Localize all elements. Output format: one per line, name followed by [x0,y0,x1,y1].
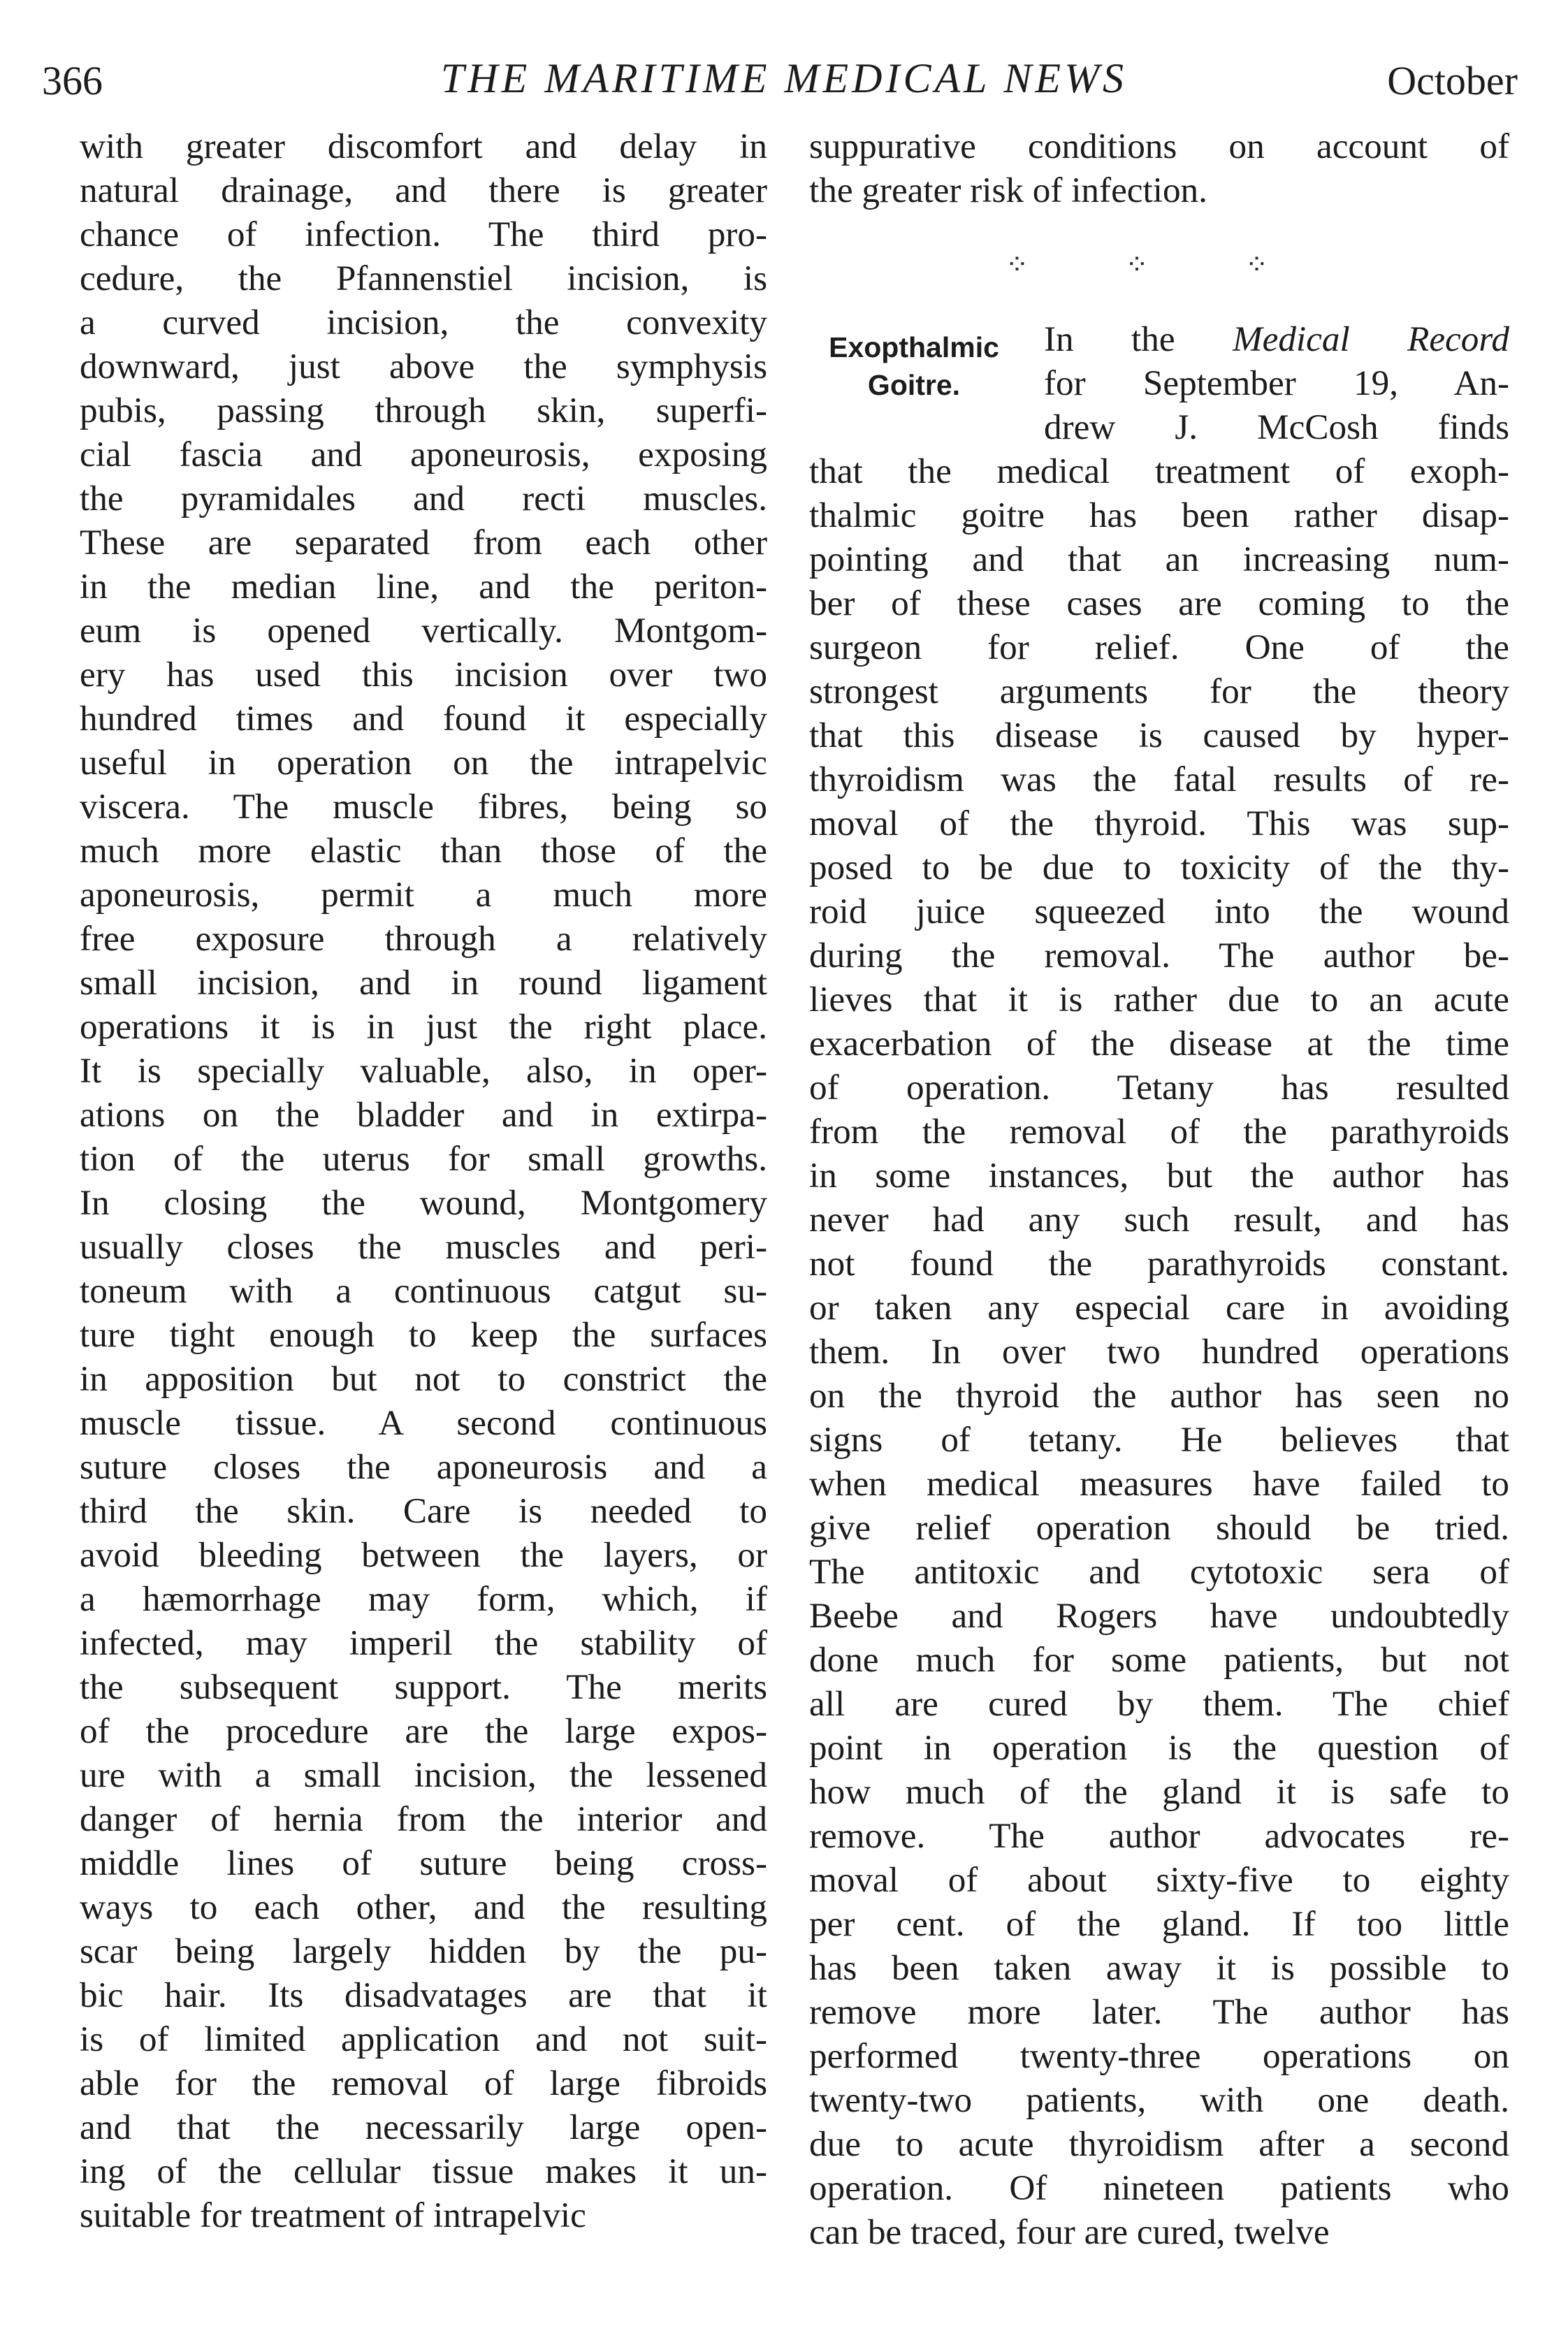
text-line: signs of tetany. He believes that [809,1420,1509,1460]
text-segment: for September 19, An- [1044,363,1509,403]
text-line: of the procedure are the large expos- [80,1711,767,1751]
text-line: per cent. of the gland. If too little [809,1904,1509,1944]
text-line: aponeurosis, permit a much more [80,875,767,915]
text-line: performed twenty-three operations on [809,2036,1509,2076]
text-line [1044,405,1509,449]
text-segment: In the [1044,319,1233,359]
page-header [0,48,1568,110]
text-line: not found the parathyroids constant. [809,1244,1509,1284]
issue-month: October [1387,58,1518,103]
text-line: when medical measures have failed to [809,1464,1509,1504]
text-line: during the removal. The author be- [809,936,1509,975]
journal-title: THE MARITIME MEDICAL NEWS [440,55,1128,101]
text-segment: drew J. McCosh finds [1044,407,1509,447]
text-line: chance of infection. The third pro- [80,215,767,254]
side-heading-line: Goitre. [867,369,961,401]
text-line: bic hair. Its disadvatages are that it [80,1975,767,2015]
text-line: tion of the uterus for small growths. [80,1139,767,1179]
text-line: a hæmorrhage may form, which, if [80,1579,767,1619]
opening-lines [1044,317,1509,449]
text-line: muscle tissue. A second continuous [80,1403,767,1443]
text-line: operation. Of nineteen patients who [809,2168,1509,2208]
text-line: downward, just above the symphysis [80,347,767,386]
text-line: from the removal of the parathyroids [809,1112,1509,1152]
text-line: ber of these cases are coming to the [809,583,1509,623]
text-line: posed to be due to toxicity of the thy- [809,848,1509,887]
text-line: middle lines of suture being cross- [80,1843,767,1883]
text-line: moval of the thyroid. This was sup- [809,804,1509,843]
text-line: usually closes the muscles and peri- [80,1227,767,1267]
text-line: the greater risk of infection. [809,170,1207,210]
text-line: them. In over two hundred operations [809,1332,1509,1372]
text-line: third the skin. Care is needed to [80,1491,767,1531]
text-line: avoid bleeding between the layers, or [80,1535,767,1575]
text-line: infected, may imperil the stability of [80,1623,767,1663]
text-line: due to acute thyroidism after a second [809,2124,1509,2164]
text-line: natural drainage, and there is greater [80,170,767,210]
text-line: that the medical treatment of exoph- [809,451,1509,491]
text-line: or taken any especial care in avoiding [809,1288,1509,1328]
text-line: thalmic goitre has been rather disap- [809,495,1509,535]
text-line: ure with a small incision, the lessened [80,1755,767,1795]
text-line: free exposure through a relatively [80,919,767,959]
text-line: The antitoxic and cytotoxic sera of [809,1552,1509,1592]
side-heading-exopthalmic-goitre [809,317,1019,404]
text-line: done much for some patients, but not [809,1640,1509,1680]
text-line: In closing the wound, Montgomery [80,1183,767,1223]
text-line: hundred times and found it especially [80,699,767,739]
text-line: cial fascia and aponeurosis, exposing [80,435,767,474]
text-line: remove more later. The author has [809,1992,1509,2032]
text-line: with greater discomfort and delay in [80,126,767,166]
text-line: toneum with a continuous catgut su- [80,1271,767,1311]
text-line: has been taken away it is possible to [809,1948,1509,1988]
text-line: the subsequent support. The merits [80,1667,767,1707]
section-ornament: ⁘ ⁘ ⁘ [1005,249,1314,280]
article-opening [809,317,1509,449]
text-line: cedure, the Pfannenstiel incision, is [80,259,767,298]
text-line: ways to each other, and the resulting [80,1887,767,1927]
text-line: suture closes the aponeurosis and a [80,1447,767,1487]
text-line: twenty-two patients, with one death. [809,2080,1509,2120]
text-line: useful in operation on the intrapelvic [80,743,767,783]
text-line: viscera. The muscle fibres, being so [80,787,767,827]
text-line: on the thyroid the author has seen no [809,1376,1509,1416]
text-line: much more elastic than those of the [80,831,767,871]
text-line: small incision, and in round ligament [80,963,767,1003]
text-line: and that the necessarily large open- [80,2107,767,2147]
text-line: all are cured by them. The chief [809,1684,1509,1724]
text-line: of operation. Tetany has resulted [809,1068,1509,1108]
text-line: It is specially valuable, also, in oper- [80,1051,767,1091]
text-line: in the median line, and the periton- [80,567,767,607]
text-line: can be traced, four are cured, twelve [809,2212,1330,2252]
text-line: in apposition but not to constrict the [80,1359,767,1399]
text-line: in some instances, but the author has [809,1156,1509,1196]
page-number: 366 [42,58,103,103]
text-line: suitable for treatment of intrapelvic [80,2195,586,2235]
text-line: pubis, passing through skin, superfi- [80,391,767,430]
text-line: ing of the cellular tissue makes it un- [80,2151,767,2191]
text-line: a curved incision, the convexity [80,303,767,342]
text-line: eum is opened vertically. Montgom- [80,611,767,651]
text-line: operations it is in just the right place. [80,1007,767,1047]
text-line: scar being largely hidden by the pu- [80,1931,767,1971]
text-line: give relief operation should be tried. [809,1508,1509,1548]
text-line: exacerbation of the disease at the time [809,1024,1509,1063]
text-line: pointing and that an increasing num- [809,539,1509,579]
right-column [809,124,1509,2254]
text-line: ations on the bladder and in extirpa- [80,1095,767,1135]
text-line: Beebe and Rogers have undoubtedly [809,1596,1509,1636]
text-line: point in operation is the question of [809,1728,1509,1768]
text-line: thyroidism was the fatal results of re- [809,760,1509,799]
text-line: ture tight enough to keep the surfaces [80,1315,767,1355]
text-line: remove. The author advocates re- [809,1816,1509,1856]
text-line: never had any such result, and has [809,1200,1509,1240]
text-line: ery has used this incision over two [80,655,767,695]
continued-paragraph [809,124,1509,212]
text-line: able for the removal of large fibroids [80,2063,767,2103]
text-line: roid juice squeezed into the wound [809,892,1509,931]
text-line: strongest arguments for the theory [809,671,1509,711]
text-line: surgeon for relief. One of the [809,627,1509,667]
text-line: the pyramidales and recti muscles. [80,479,767,518]
text-line: moval of about sixty-five to eighty [809,1860,1509,1900]
text-line: that this disease is caused by hyper- [809,716,1509,755]
text-line: danger of hernia from the interior and [80,1799,767,1839]
journal-citation: Medical Record [1232,319,1509,359]
text-line: how much of the gland it is safe to [809,1772,1509,1812]
text-line: suppurative conditions on account of [809,126,1509,166]
side-heading-line: Exopthalmic [829,331,999,363]
article-body [809,449,1509,2254]
text-line: These are separated from each other [80,523,767,562]
text-line: lieves that it is rather due to an acute [809,980,1509,1019]
text-line [1044,317,1509,361]
text-line: is of limited application and not suit- [80,2019,767,2059]
text-line [1044,361,1509,405]
left-column [80,124,767,2237]
